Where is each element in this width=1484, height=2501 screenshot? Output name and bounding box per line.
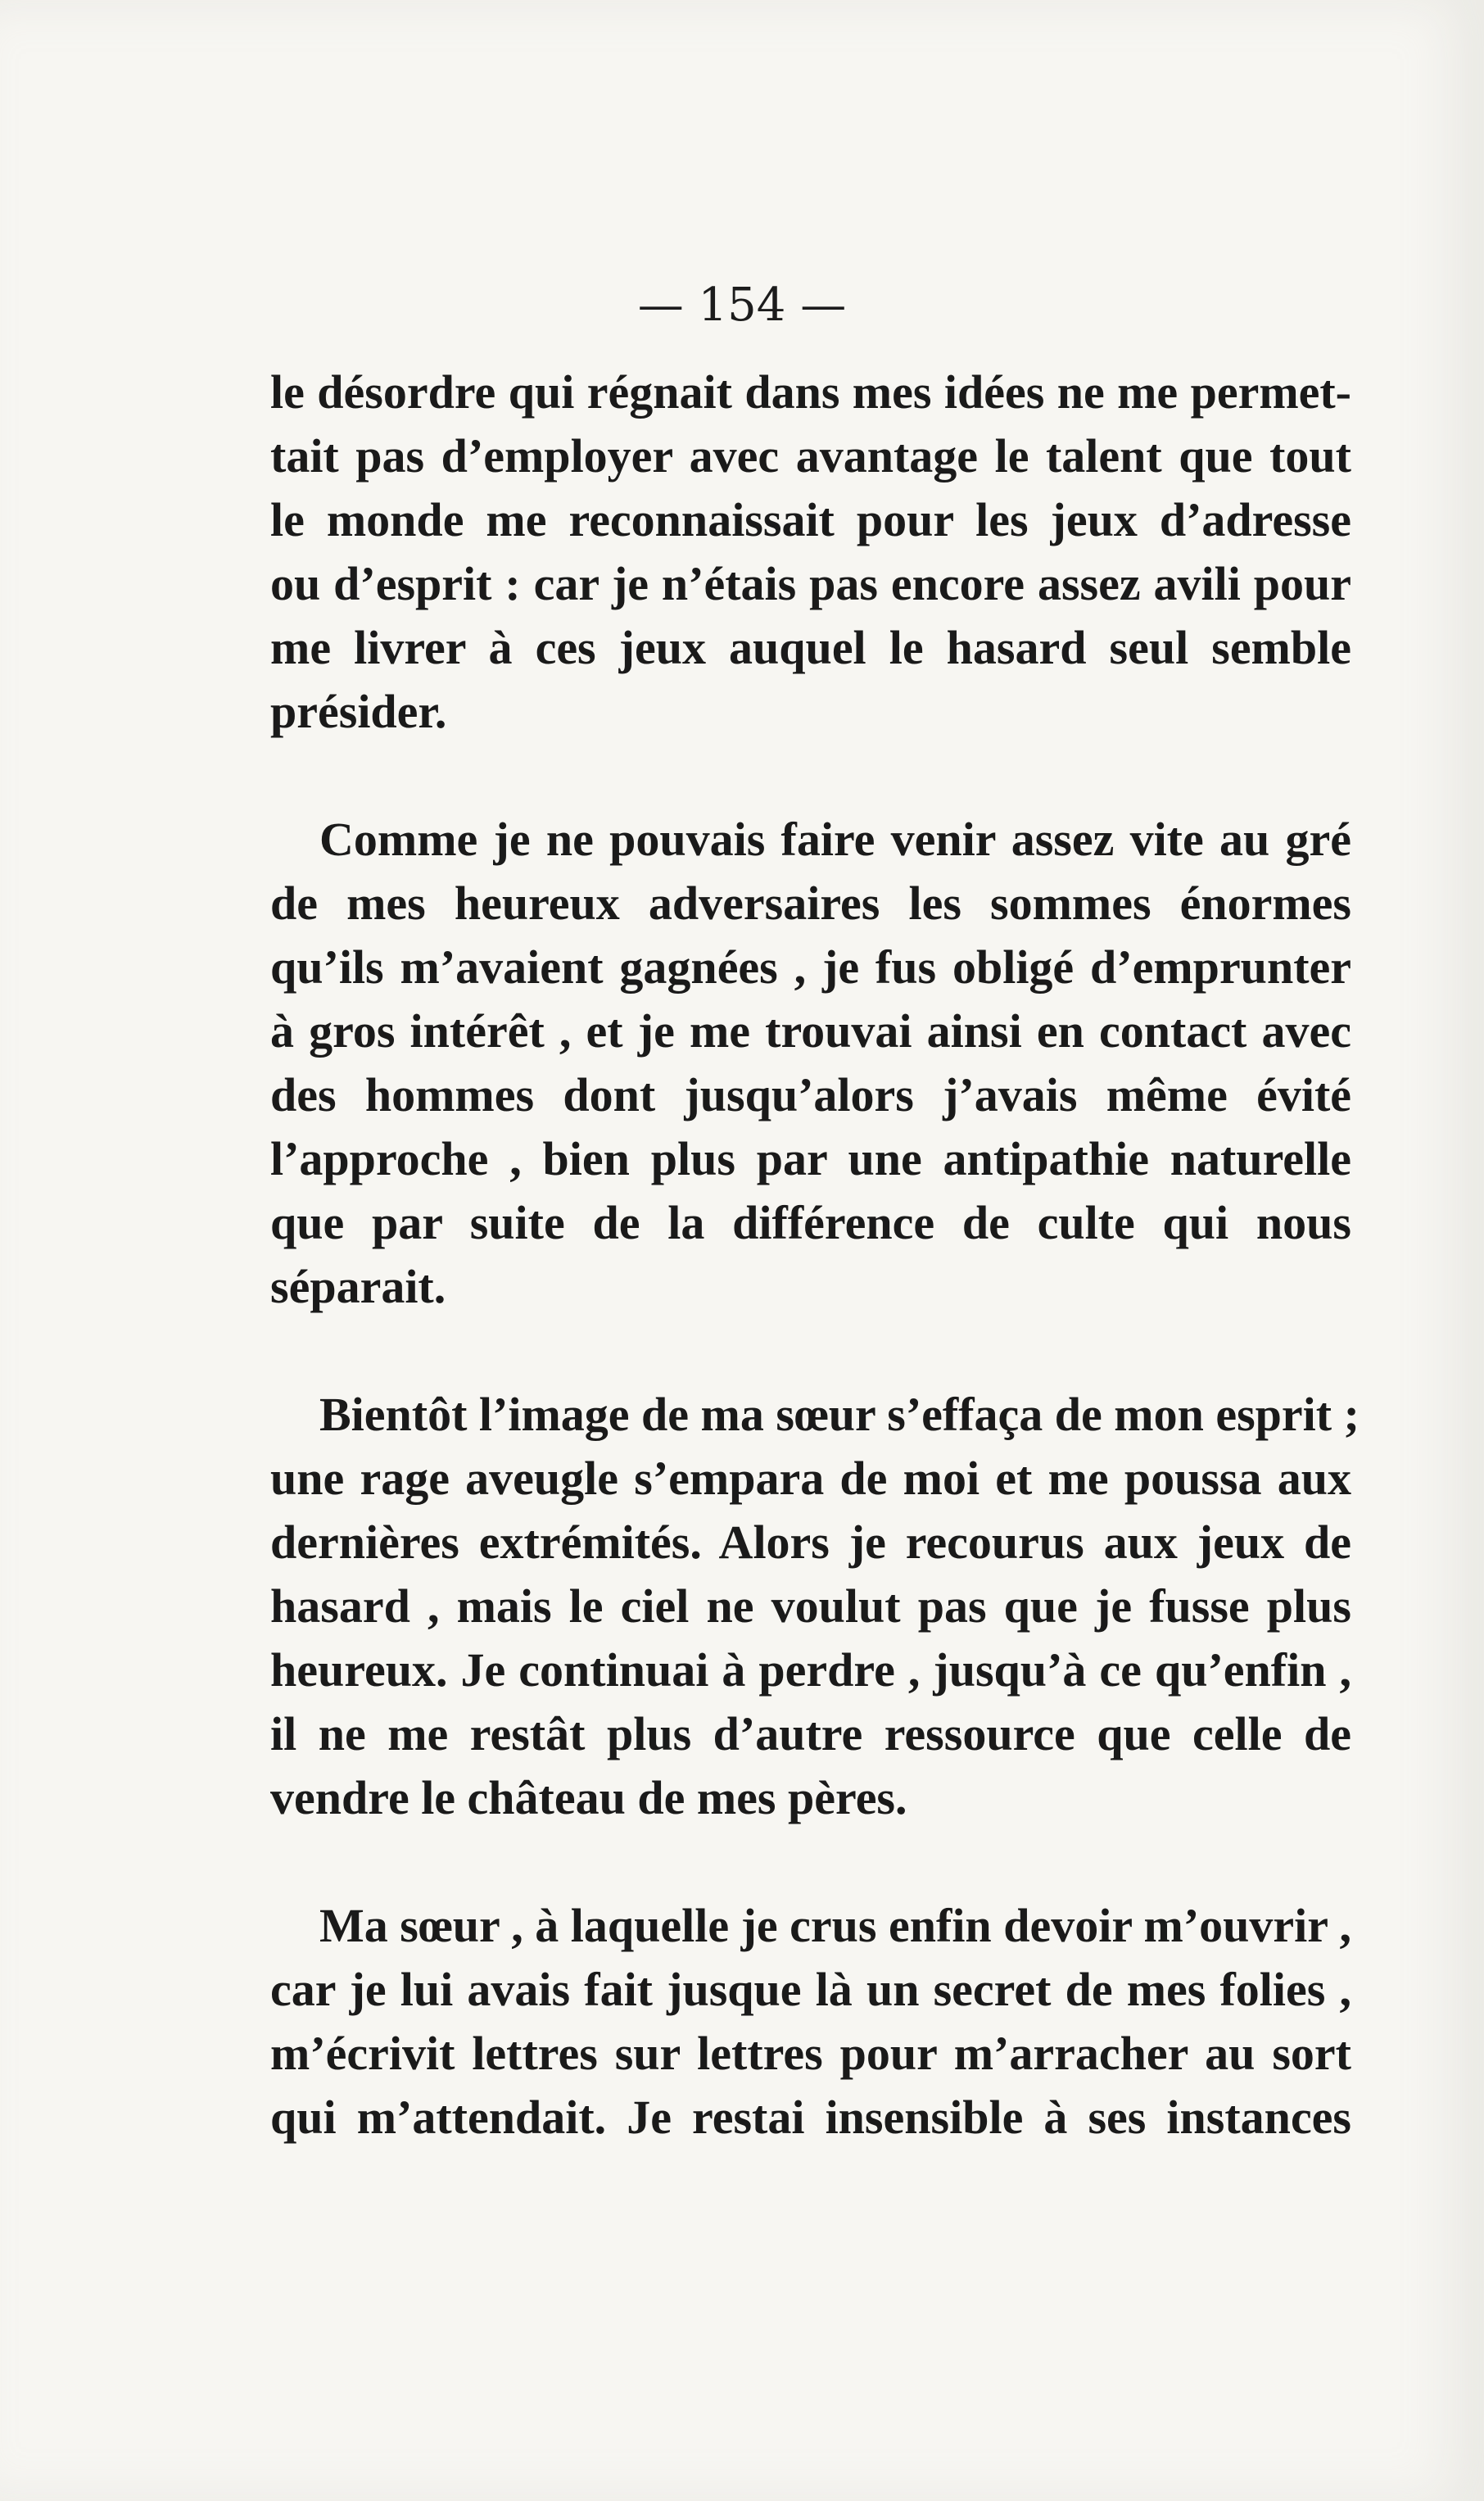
- text-line: Bientôt l’image de ma sœur s’effaça de mon esprit ;: [319, 1388, 1360, 1441]
- text-line: Comme je ne pouvais faire venir assez vite au gré: [319, 813, 1351, 866]
- paragraph-1: [270, 360, 1351, 744]
- text-line: qui m’attendait. Je restai insensible à ses instances: [270, 2091, 1351, 2144]
- text-line: une rage aveugle s’empara de moi et me poussa aux: [270, 1452, 1351, 1505]
- paragraph-3: [270, 1383, 1360, 1830]
- text-line: que par suite de la différence de culte qui nous: [270, 1196, 1351, 1249]
- paragraph-4: [270, 1894, 1351, 2150]
- text-line: heureux. Je continuai à perdre , jusqu’à ce qu’enfin ,: [270, 1643, 1351, 1697]
- text-line: dernières extrémités. Alors je recourus aux jeux de: [270, 1516, 1351, 1569]
- page-number: — 154 —: [637, 279, 847, 332]
- text-line: tait pas d’employer avec avantage le talent que tout: [270, 429, 1351, 483]
- text-line: de mes heureux adversaires les sommes énormes: [270, 877, 1351, 930]
- text-line: des hommes dont jusqu’alors j’avais même évité: [270, 1068, 1351, 1121]
- text-line: m’écrivit lettres sur lettres pour m’arracher au sort: [270, 2027, 1351, 2080]
- text-line: qu’ils m’avaient gagnées , je fus obligé d’emprunter: [270, 940, 1351, 994]
- text-line: séparait.: [270, 1260, 446, 1313]
- text-line: Ma sœur , à laquelle je crus enfin devoir m’ouvrir ,: [319, 1899, 1351, 1952]
- paragraph-2: [270, 808, 1351, 1319]
- text-line: car je lui avais fait jusque là un secret de mes folies ,: [270, 1963, 1351, 2016]
- body-text: [270, 360, 1360, 2150]
- text-line: présider.: [270, 685, 447, 738]
- text-line: à gros intérêt , et je me trouvai ainsi en contact avec: [270, 1004, 1351, 1058]
- text-line: le monde me reconnaissait pour les jeux d’adresse: [270, 493, 1351, 546]
- text-line: ou d’esprit : car je n’étais pas encore assez avili pour: [270, 557, 1351, 610]
- text-line: l’approche , bien plus par une antipathie naturelle: [270, 1132, 1351, 1185]
- text-line: hasard , mais le ciel ne voulut pas que je fusse plus: [270, 1579, 1351, 1633]
- text-line: le désordre qui régnait dans mes idées ne me permet-: [270, 365, 1351, 419]
- text-line: me livrer à ces jeux auquel le hasard seul semble: [270, 621, 1351, 674]
- text-line: il ne me restât plus d’autre ressource que celle de: [270, 1707, 1351, 1760]
- text-line: vendre le château de mes pères.: [270, 1771, 907, 1824]
